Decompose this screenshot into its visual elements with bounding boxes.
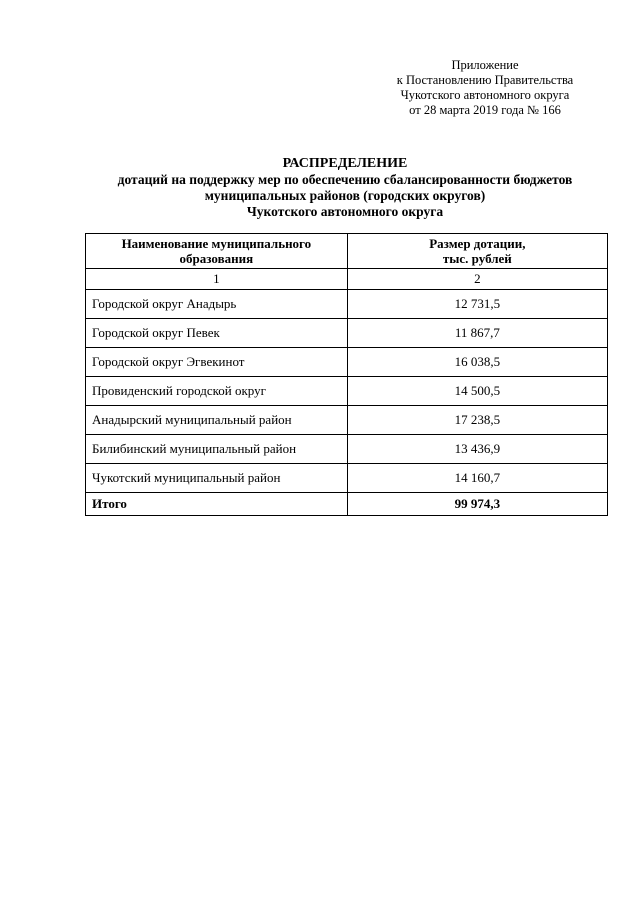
subsidy-amount: 12 731,5 xyxy=(347,290,607,319)
header-text: Наименование муниципального xyxy=(121,236,312,251)
document-title xyxy=(70,156,620,220)
column-number: 2 xyxy=(347,269,607,290)
header-text: Размер дотации, xyxy=(429,236,526,251)
column-number: 1 xyxy=(86,269,348,290)
title-main: РАСПРЕДЕЛЕНИЕ xyxy=(282,156,408,171)
table-header-row xyxy=(86,234,608,269)
appendix-line: к Постановлению Правительства xyxy=(396,73,574,87)
distribution-table xyxy=(85,233,608,516)
table-row xyxy=(86,319,608,348)
table-row xyxy=(86,406,608,435)
header-text: тыс. рублей xyxy=(442,251,512,266)
title-line: дотаций на поддержку мер по обеспечению сбалансированности бюджетов xyxy=(117,172,573,187)
municipality-name: Билибинский муниципальный район xyxy=(86,435,348,464)
municipality-name: Чукотский муниципальный район xyxy=(86,464,348,493)
appendix-line: Чукотского автономного округа xyxy=(400,88,570,102)
total-row xyxy=(86,493,608,516)
municipality-name: Городской округ Певек xyxy=(86,319,348,348)
table-row xyxy=(86,377,608,406)
column-header-amount xyxy=(347,234,607,269)
title-line: муниципальных районов (городских округов) xyxy=(204,188,486,203)
appendix-line: Приложение xyxy=(451,58,519,72)
municipality-name: Городской округ Анадырь xyxy=(86,290,348,319)
header-text: образования xyxy=(179,251,254,266)
subsidy-amount: 16 038,5 xyxy=(347,348,607,377)
municipality-name: Анадырский муниципальный район xyxy=(86,406,348,435)
table-row xyxy=(86,290,608,319)
table-row xyxy=(86,464,608,493)
table-row xyxy=(86,435,608,464)
appendix-date-line: от 28 марта 2019 года № 166 xyxy=(409,103,561,117)
municipality-name: Городской округ Эгвекинот xyxy=(86,348,348,377)
column-header-name xyxy=(86,234,348,269)
table-row xyxy=(86,348,608,377)
municipality-name: Провиденский городской округ xyxy=(86,377,348,406)
subsidy-amount: 17 238,5 xyxy=(347,406,607,435)
total-amount: 99 974,3 xyxy=(347,493,607,516)
subsidy-amount: 14 500,5 xyxy=(347,377,607,406)
subsidy-amount: 14 160,7 xyxy=(347,464,607,493)
total-label: Итого xyxy=(86,493,348,516)
subsidy-amount: 13 436,9 xyxy=(347,435,607,464)
appendix-header xyxy=(375,58,595,118)
column-number-row xyxy=(86,269,608,290)
subsidy-amount: 11 867,7 xyxy=(347,319,607,348)
title-line: Чукотского автономного округа xyxy=(246,204,444,219)
